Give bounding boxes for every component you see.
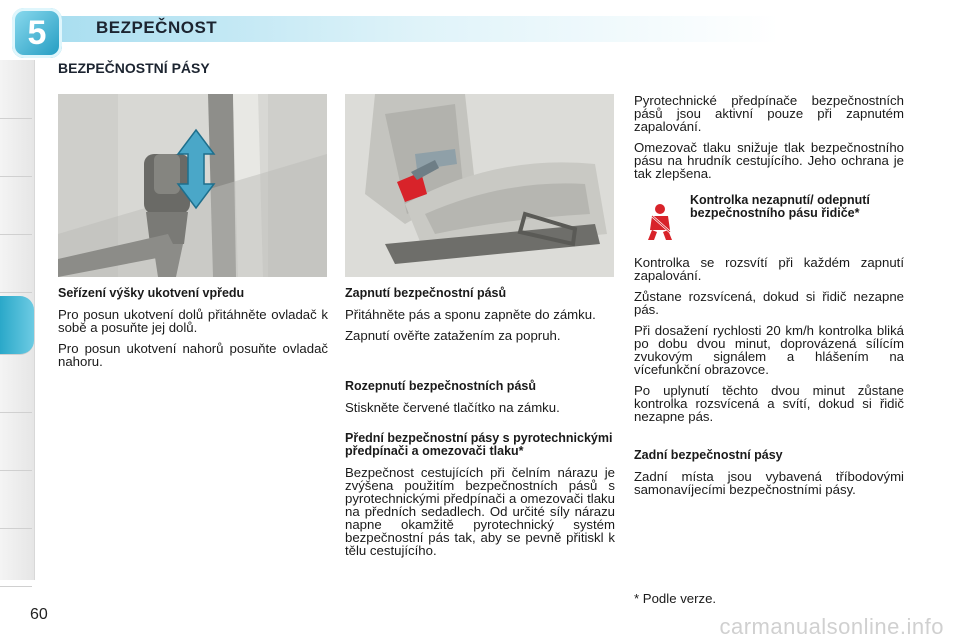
paragraph: Omezovač tlaku snižuje tlak bezpečnostního pásu na hrudník cestujícího. Jeho ochrana je tak zlepšena. — [634, 140, 904, 181]
chapter-number-badge: 5 — [12, 8, 62, 58]
paragraph: Pro posun ukotvení dolů přitáhněte ovladač k sobě a posuňte jej dolů. — [58, 307, 328, 335]
page-heading: BEZPEČNOSTNÍ PÁSY — [58, 60, 210, 76]
chapter-tab[interactable] — [0, 60, 32, 119]
belt-height-adjuster-illustration — [58, 94, 327, 277]
chapter-tab[interactable] — [0, 528, 32, 587]
chapter-tab[interactable] — [0, 176, 32, 235]
warning-title: Kontrolka nezapnutí/ odepnutí bezpečnostního pásu řidiče* — [690, 193, 870, 220]
chapter-tab[interactable] — [0, 234, 32, 293]
column-height-adjustment — [58, 287, 328, 376]
paragraph: Pro posun ukotvení nahorů posuňte ovladač nahoru. — [58, 341, 328, 369]
rear-belts-heading: Zadní bezpečnostní pásy — [634, 448, 783, 462]
paragraph: Zadní místa jsou vybavená tříbodovými samonavíjecími bezpečnostními pásy. — [634, 469, 904, 497]
seatbelt-warning-icon — [640, 202, 680, 242]
seat-buckle-illustration — [345, 94, 614, 277]
page-number: 60 — [30, 606, 48, 623]
paragraph: Přitáhněte pás a sponu zapněte do zámku. — [345, 307, 596, 322]
column-pretensioners — [634, 94, 904, 504]
belt-height-adjuster-image — [58, 94, 327, 277]
seatbelt-warning-block — [634, 194, 904, 246]
unfasten-heading: Rozepnutí bezpečnostních pásů — [345, 379, 536, 393]
paragraph: Stiskněte červené tlačítko na zámku. — [345, 400, 560, 415]
chapter-tab-active[interactable] — [0, 296, 34, 355]
column-fastening — [345, 287, 615, 565]
paragraph: Zůstane rozsvícená, dokud si řidič nezapne pás. — [634, 289, 904, 317]
footnote-text: * Podle verze. — [634, 591, 717, 606]
height-adjustment-heading: Seřízení výšky ukotvení vpředu — [58, 286, 245, 300]
chapter-tab[interactable] — [0, 470, 32, 529]
watermark: carmanualsonline.info — [719, 614, 944, 639]
chapter-tab[interactable] — [0, 354, 32, 413]
chapter-tab-rail — [0, 60, 35, 580]
paragraph: Po uplynutí těchto dvou minut zůstane kontrolka rozsvícená a svítí, dokud si řidič nezapne pás. — [634, 383, 904, 424]
chapter-tab[interactable] — [0, 118, 32, 177]
chapter-tab[interactable] — [0, 412, 32, 471]
paragraph: Pyrotechnické předpínače bezpečnostních pásů jsou aktivní pouze při zapnutém zapalování. — [634, 93, 904, 134]
paragraph: Bezpečnost cestujících při čelním nárazu je zvýšena použitím bezpečnostních pásů s pyrotechnickými předpínači a omezovači tlaku na předních sedadlech. Od určité síly nárazu napne okamžitě pyrotechnický systém bezpečnostní pás tak, aby se pevně přitiskl k tělu cestujícího. — [345, 465, 615, 558]
front-pretensioner-heading: Přední bezpečnostní pásy s pyrotechnickými předpínači a omezovači tlaku* — [345, 431, 613, 458]
seat-buckle-image — [345, 94, 614, 277]
paragraph: Při dosažení rychlosti 20 km/h kontrolka bliká po dobu dvou minut, doprovázená sílícím zvukovým signálem a hlášením na vícefunkční obrazovce. — [634, 323, 904, 377]
paragraph: Zapnutí ověřte zatažením za popruh. — [345, 328, 561, 343]
footnote — [634, 592, 904, 613]
paragraph: Kontrolka se rozsvítí při každém zapnutí zapalování. — [634, 255, 904, 283]
section-title: BEZPEČNOST — [96, 18, 218, 37]
fasten-heading: Zapnutí bezpečnostní pásů — [345, 286, 507, 300]
